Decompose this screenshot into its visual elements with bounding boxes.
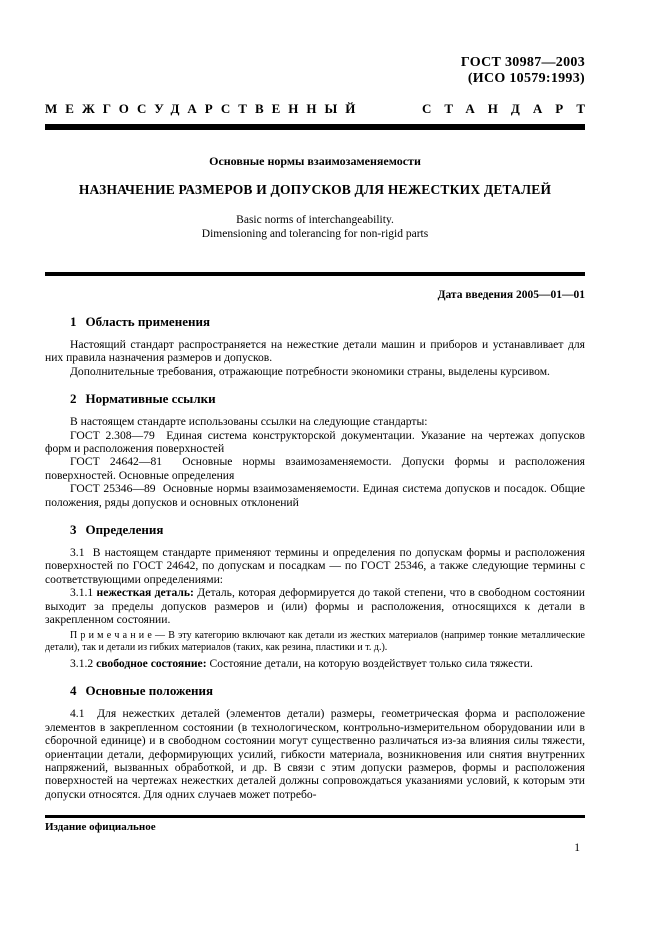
sections [45,314,585,801]
defined-term: свободное состояние: [96,656,207,670]
paragraph [45,657,585,670]
paragraph-text: 3.1 В настоящем стандарте применяют термины и определения по допускам формы и расположения поверхностей по ГОСТ 24642, по допускам и посадкам — по ГОСТ 25346, а также следующие термины с соответствующими определениями: [45,546,585,586]
title-rule [45,272,585,276]
section-title: Нормативные ссылки [85,391,216,407]
paragraph [45,338,585,365]
section-number: 4 [70,683,77,699]
section-number: 3 [70,522,77,538]
paragraph-text: 3.1.1 [70,586,97,600]
paragraph-text: 3.1.2 [70,656,97,670]
page-content [45,55,598,801]
section-heading-1 [70,314,585,330]
doc-number: ГОСТ 30987—2003 [460,55,585,70]
document-title: НАЗНАЧЕНИЕ РАЗМЕРОВ И ДОПУСКОВ ДЛЯ НЕЖЕСТКИХ ДЕТАЛЕЙ [78,182,552,197]
standard-type-word-2: СТАНДАРТ [421,101,598,116]
edition-note: Издание официальное [45,821,156,833]
standard-type-line [45,101,598,117]
paragraph [45,482,585,509]
series-subtitle: Основные нормы взаимозаменяемости [209,154,421,168]
paragraph-text: ГОСТ 24642—81 Основные нормы взаимозаменяемости. Допуски формы и расположения поверхностей. Основные определения [45,455,585,482]
introduction-date: Дата введения 2005—01—01 [437,289,585,301]
title-english-line-2: Dimensioning and tolerancing for non-rigid parts [201,228,429,240]
paragraph [45,586,585,626]
paragraph-text: ГОСТ 2.308—79 Единая система конструкторской документации. Указание на чертежах допусков форм и расположения поверхностей [45,428,585,456]
paragraph-text: Настоящий стандарт распространяется на нежесткие детали машин и приборов и устанавливает для них правила назначения размеров и допусков. [45,338,585,365]
header-rule [45,124,585,130]
paragraph [45,707,585,801]
paragraph-text: ГОСТ 25346—89 Основные нормы взаимозаменяемости. Единая система допусков и посадок. Общие положения, ряды допусков и основных отклонений [45,482,585,509]
section-title: Основные положения [85,683,214,699]
paragraph-text: Деталь, которая деформируется до такой степени, что в свободном состоянии выходит за пределы допусков размеров и (или) формы и расположения, относящихся к детали в закрепленном состоянии. [45,586,585,627]
paragraph-text: В настоящем стандарте использованы ссылки на следующие стандарты: [70,415,428,429]
paragraph [45,415,585,428]
paragraph-text: Состояние детали, на которую воздействует только сила тяжести. [206,656,533,670]
paragraph [45,546,585,586]
doc-codes [45,55,585,87]
note-paragraph [45,630,585,654]
paragraph [45,365,585,378]
paragraph-text: 4.1 Для нежестких деталей (элементов детали) размеры, геометрическая форма и расположение элементов в закрепленном состоянии (в технологическом, контрольно-измерительном оборудовании или в сборочной единице) и в свободном состоянии могут существенно различаться из-за влияния силы тяжести, ориентации детали, деформирующих усилий, гибкости материала, возникновения или снятия внутренних напряжений, вызванных обработкой, и др. В связи с этим допуски размеров, формы и расположения поверхностей на чертежах нежестких деталей должны сопровождаться указаниями условий, к которым эти допуски относятся. Для одних случаев может потребо- [45,707,585,801]
section-heading-2 [70,391,585,407]
iso-reference: (ИСО 10579:1993) [467,71,585,86]
title-english [45,213,585,241]
section-title: Область применения [85,314,210,329]
paragraph [45,455,585,482]
page-footer [45,815,585,854]
paragraph-text: Дополнительные требования, отражающие потребности экономики страны, выделены курсивом. [70,364,550,378]
page-number: 1 [574,842,580,854]
paragraph-text: П р и м е ч а н и е — В эту категорию включают как детали из жестких материалов (например тонкие металлические детали), так и детали из гибких материалов (таких, как резина, пластики и т. д.). [45,629,585,653]
section-title: Определения [85,522,164,538]
paragraph [45,429,585,456]
standard-type-word-1: МЕЖГОСУДАРСТВЕННЫЙ [45,101,364,116]
section-heading-3 [70,522,585,538]
footer-rule [45,815,585,818]
defined-term: нежесткая деталь: [96,586,194,600]
section-heading-4 [70,683,585,699]
title-english-line-1: Basic norms of interchangeability. [236,214,394,226]
section-number: 2 [70,391,77,407]
section-number: 1 [70,314,77,329]
